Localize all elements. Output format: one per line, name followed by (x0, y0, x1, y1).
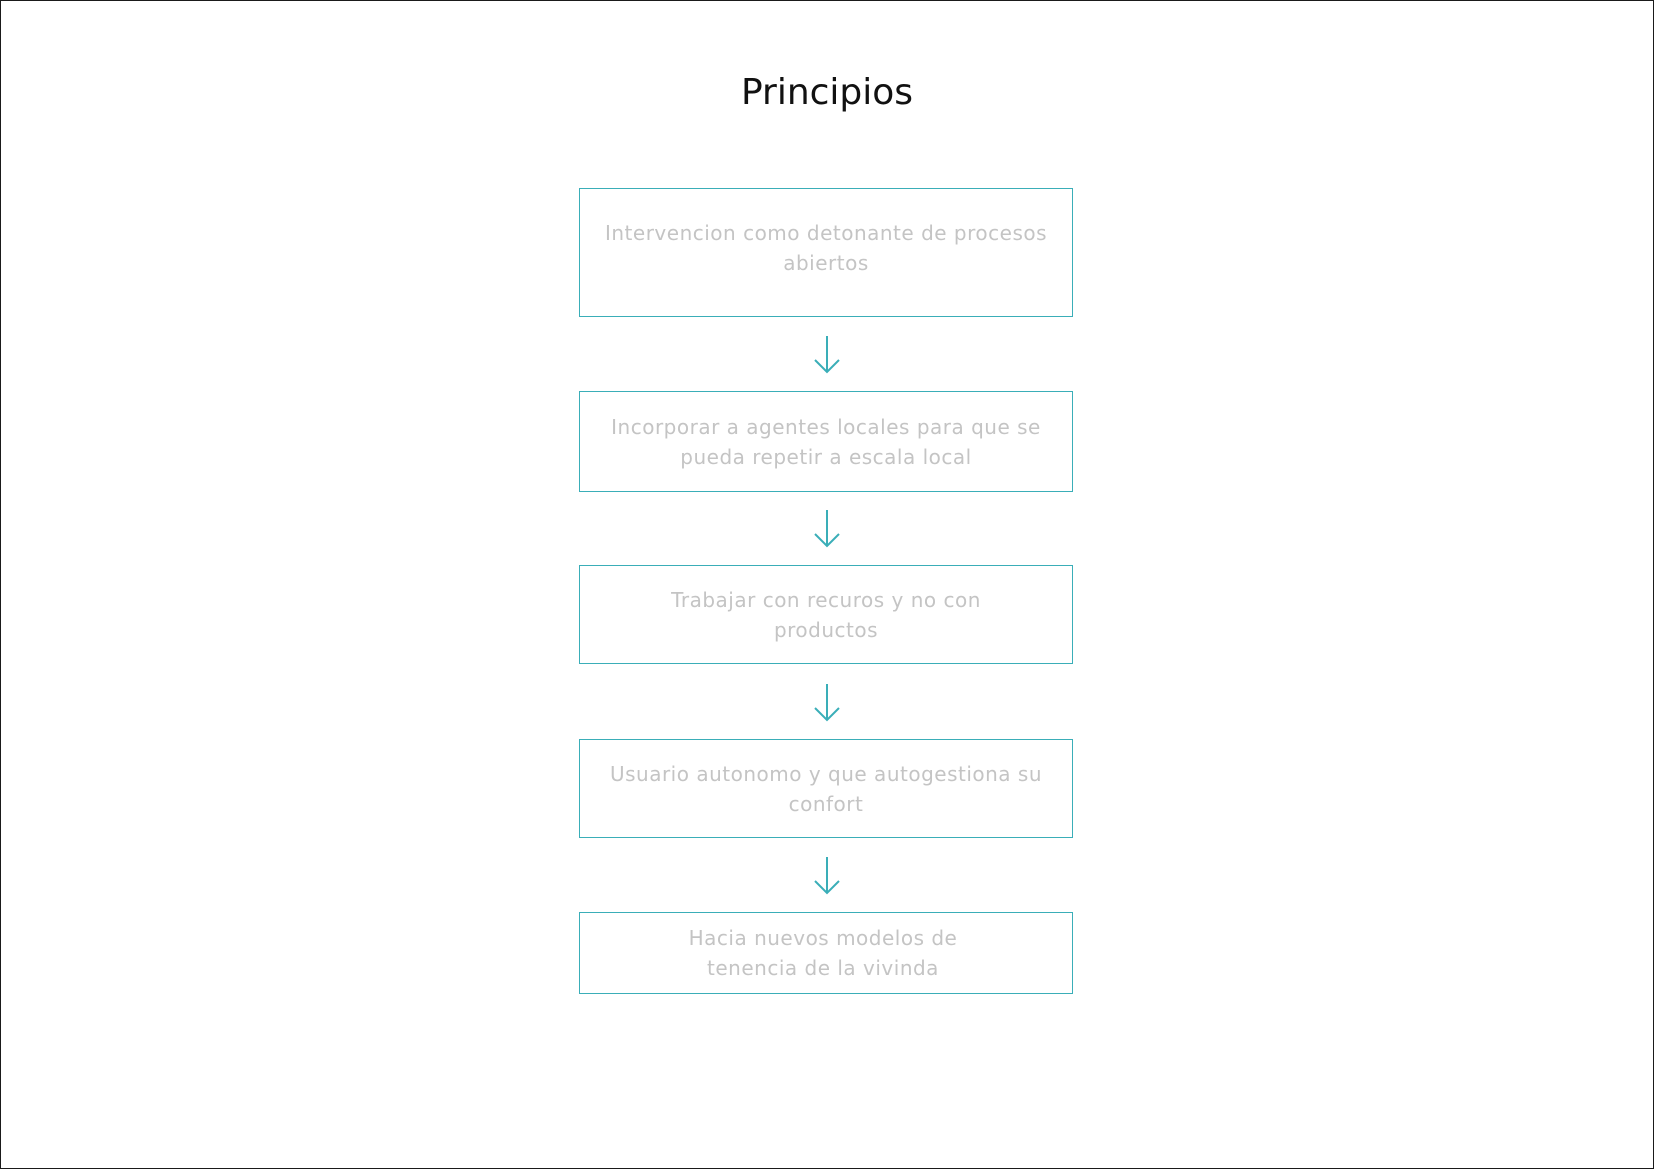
step-4-line-1: Usuario autonomo y que autogestiona su (609, 761, 1043, 786)
step-label-1 (605, 218, 1047, 278)
step-label-4 (610, 759, 1042, 819)
step-2-line-2: pueda repetir a escala local (680, 444, 972, 469)
step-4-line-2: confort (788, 791, 864, 816)
arrow-down-icon (812, 334, 842, 376)
arrow-down-icon (812, 508, 842, 550)
step-1-line-1: Intervencion como detonante de procesos (604, 220, 1048, 245)
step-box-5 (579, 912, 1073, 994)
step-3-line-2: productos (773, 617, 879, 642)
step-1-line-2: abiertos (783, 250, 869, 275)
step-box-2 (579, 391, 1073, 492)
step-label-5 (689, 923, 958, 983)
arrow-down-icon (812, 855, 842, 897)
diagram-title: Principios (740, 72, 914, 113)
step-3-line-1: Trabajar con recuros y no con (671, 587, 981, 612)
step-label-2 (611, 412, 1041, 472)
step-5-line-2: tenencia de la vivinda (707, 956, 939, 980)
step-5-line-1: Hacia nuevos modelos de (688, 926, 958, 950)
step-box-1 (579, 188, 1073, 317)
step-2-line-1: Incorporar a agentes locales para que se (611, 414, 1041, 439)
step-box-4 (579, 739, 1073, 838)
step-box-3 (579, 565, 1073, 664)
arrow-down-icon (812, 682, 842, 724)
step-label-3 (671, 585, 981, 645)
